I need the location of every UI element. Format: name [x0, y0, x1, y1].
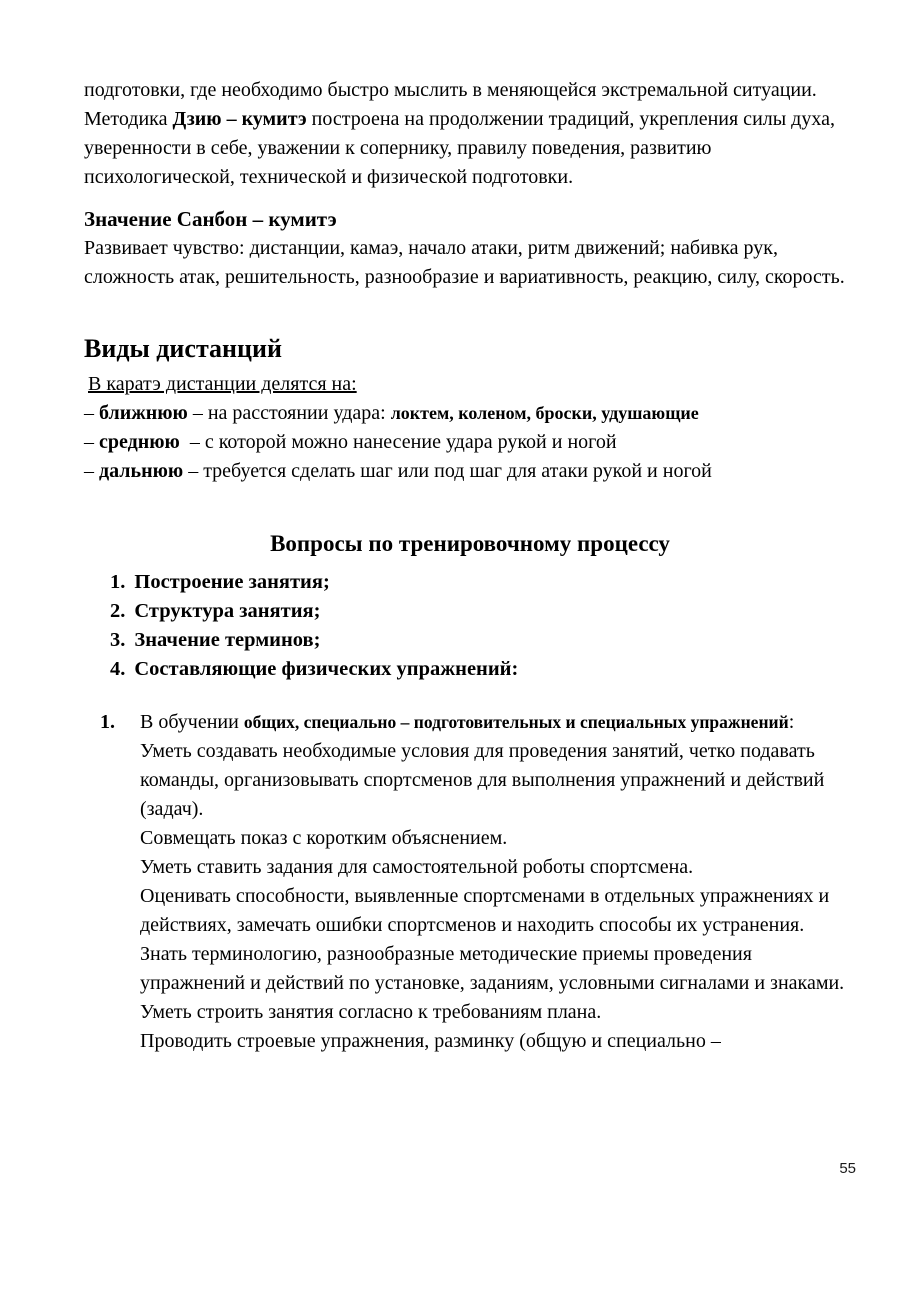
distance-bold-tail: локтем, коленом, броски, удушающие [390, 403, 699, 423]
training-lead: В обучении [140, 711, 244, 733]
training-lead-line [140, 708, 856, 737]
training-lead-bold: общих, специально – подготовительных и специальных упражнений [243, 712, 789, 732]
distance-term: дальнюю [99, 460, 184, 482]
training-paragraph: Знать терминологию, разнообразные методические приемы проведения упражнений и действий по установке, заданиям, условными сигналами и знаками. [140, 943, 845, 994]
training-item-body [140, 708, 856, 1056]
paragraph-sanbon-body: Развивает чувство: дистанции, камаэ, начало атаки, ритм движений; набивка рук, сложность атак, решительность, разнообразие и вариативность, реакцию, силу, скорость. [84, 237, 845, 288]
dash: – [84, 460, 99, 482]
question-label: Построение занятия; [134, 571, 330, 593]
training-item-number: 1. [100, 711, 115, 733]
training-paragraph: Оценивать способности, выявленные спортсменами в отдельных упражнениях и действиях, замечать ошибки спортсменов и находить способы их устранения. [140, 885, 835, 936]
distance-item-middle [84, 428, 856, 457]
question-number: 1. [110, 571, 126, 593]
distance-description: – на расстоянии удара: [187, 402, 391, 424]
question-item [110, 597, 856, 626]
question-number: 2. [110, 600, 126, 622]
question-number: 3. [110, 629, 126, 651]
question-number: 4. [110, 658, 126, 680]
page-content [84, 76, 856, 1056]
page-number: 55 [839, 1160, 856, 1177]
heading-training-questions: Вопросы по тренировочному процессу [270, 531, 670, 556]
training-lead-colon: : [788, 711, 795, 733]
distance-description: – требуется сделать шаг или под шаг для атаки рукой и ногой [183, 460, 712, 482]
dash: – [84, 402, 99, 424]
distance-description: – с которой можно нанесение удара рукой и ногой [179, 431, 617, 453]
heading-distance-types: Виды дистанций [84, 334, 282, 363]
method-rest: построена на продолжении традиций, укрепления силы духа, уверенности в себе, уважении к сопернику, правилу поведения, развитию психологической, технической и физической подготовки. [84, 108, 840, 188]
distances-intro-underlined: В каратэ дистанции делятся на: [88, 373, 357, 395]
question-label: Структура занятия; [134, 600, 321, 622]
question-label: Составляющие физических упражнений: [134, 658, 519, 680]
question-item [110, 655, 856, 684]
method-term-bold: Дзию – кумитэ [172, 108, 307, 130]
question-item [110, 626, 856, 655]
training-item-1 [84, 708, 856, 1056]
question-label: Значение терминов; [134, 629, 321, 651]
dash: – [84, 431, 99, 453]
distance-term: среднюю [99, 431, 180, 453]
distance-term: ближнюю [99, 402, 188, 424]
paragraph-continuation: подготовки, где необходимо быстро мыслить в меняющейся экстремальной ситуации. [84, 79, 817, 101]
heading-sanbon-kumite: Значение Санбон – кумитэ [84, 207, 337, 231]
training-paragraph: Уметь строить занятия согласно к требованиям плана. [140, 1001, 602, 1023]
training-paragraph: Совмещать показ с коротким объяснением. [140, 827, 508, 849]
distance-item-far [84, 457, 856, 486]
training-paragraph: Проводить строевые упражнения, разминку (общую и специально – [140, 1030, 721, 1052]
method-prefix: Методика [84, 108, 173, 130]
distance-item-close [84, 399, 856, 428]
paragraph-method [84, 105, 856, 192]
training-paragraph: Уметь создавать необходимые условия для проведения занятий, четко подавать команды, организовывать спортсменов для выполнения упражнений и действий (задач). [140, 740, 830, 820]
training-paragraph: Уметь ставить задания для самостоятельной роботы спортсмена. [140, 856, 694, 878]
questions-list [110, 568, 856, 684]
question-item [110, 568, 856, 597]
